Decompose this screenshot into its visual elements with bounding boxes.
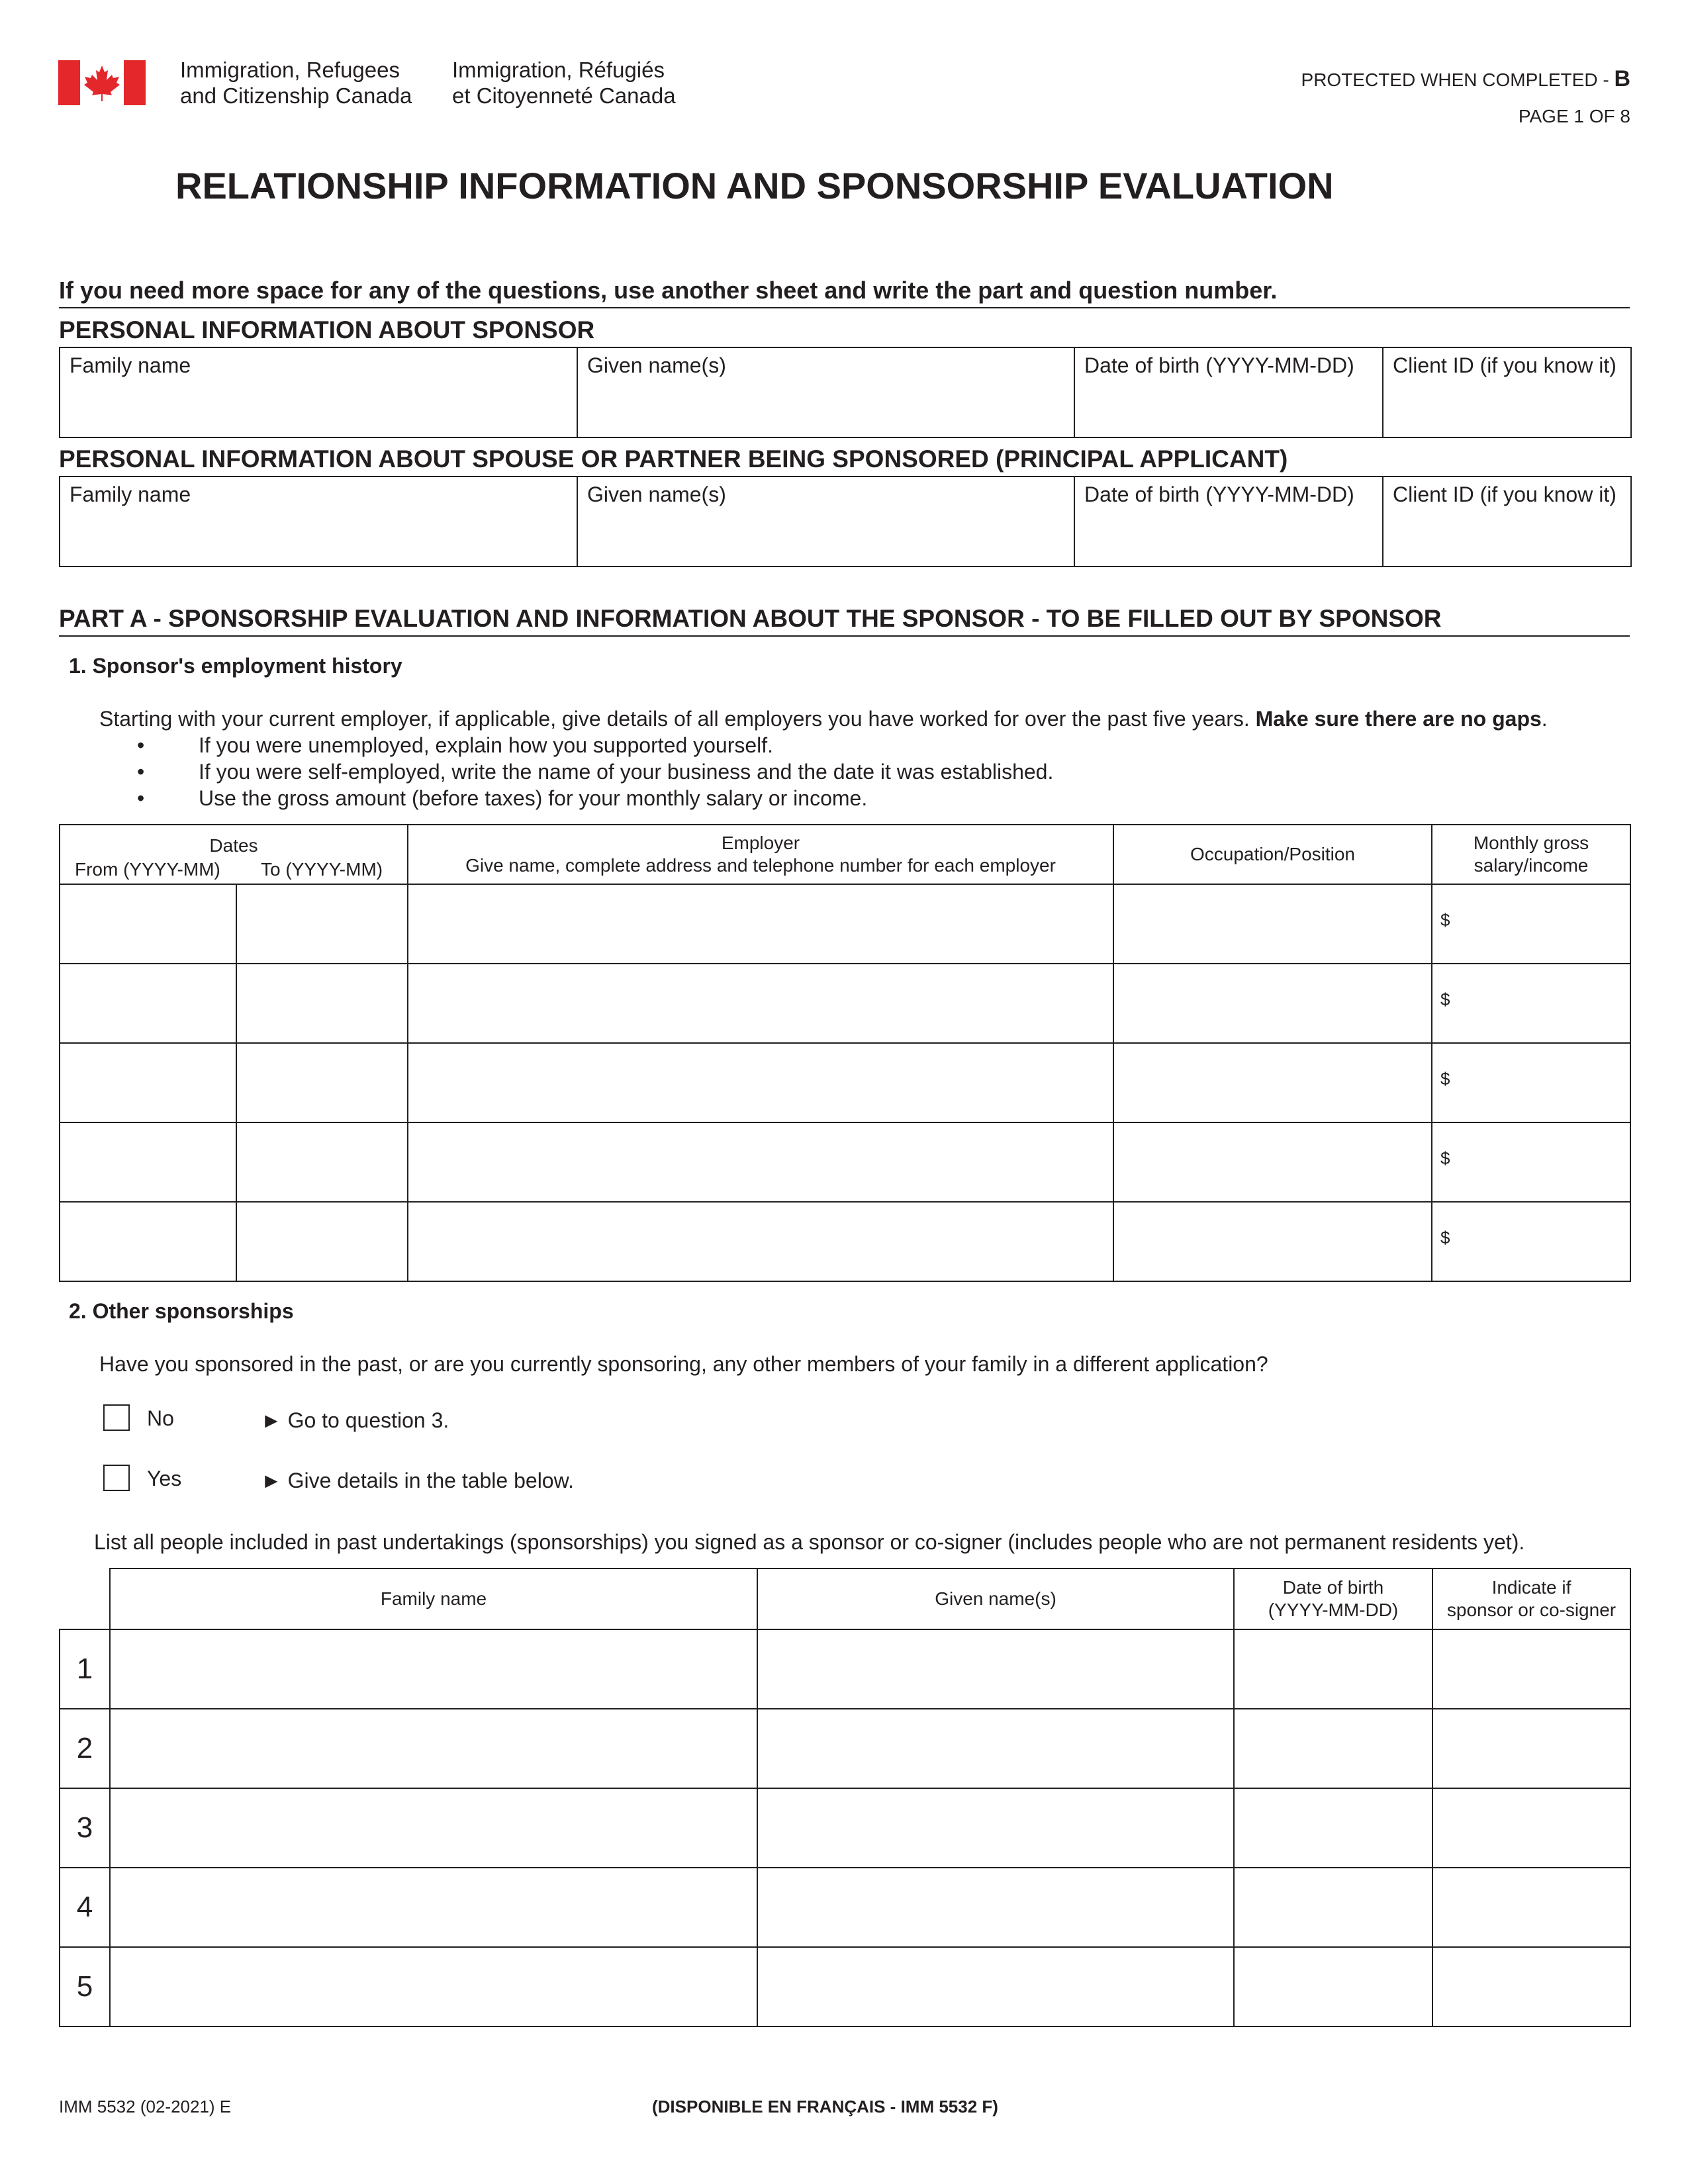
to-date-field[interactable] [236, 1043, 408, 1122]
sponsor-family-name-field[interactable] [60, 347, 577, 437]
employer-field[interactable] [408, 884, 1113, 964]
dob-field[interactable] [1234, 1947, 1432, 2026]
table-row [60, 1709, 1630, 1788]
from-date-field[interactable] [60, 964, 236, 1043]
sponsor-client-id-field[interactable] [1383, 347, 1631, 437]
divider [59, 635, 1630, 637]
given-names-field[interactable] [757, 1629, 1234, 1709]
occupation-field[interactable] [1113, 1202, 1432, 1281]
department-name-french: Immigration, Réfugiés et Citoyenneté Canada [452, 58, 676, 108]
bullet-item: If you were self-employed, write the name of your business and the date it was established. [199, 760, 1054, 784]
maple-leaf-icon [84, 66, 120, 101]
table-row [60, 1868, 1630, 1947]
employer-field[interactable] [408, 1202, 1113, 1281]
row-number: 5 [60, 1947, 110, 2026]
protected-designation: PROTECTED WHEN COMPLETED - B [1301, 66, 1630, 91]
employment-history-table [59, 824, 1631, 1282]
from-date-field[interactable] [60, 1122, 236, 1202]
sponsor-info-table [59, 347, 1632, 438]
field-label: Client ID (if you know it) [1393, 353, 1617, 377]
table-row [60, 1202, 1630, 1281]
no-instruction: ► Go to question 3. [261, 1408, 449, 1432]
dob-field[interactable] [1234, 1709, 1432, 1788]
given-names-header: Given name(s) [757, 1569, 1234, 1629]
field-label: Given name(s) [587, 353, 726, 377]
sponsor-or-cosigner-field[interactable] [1432, 1947, 1630, 2026]
to-date-field[interactable] [236, 1122, 408, 1202]
family-name-field[interactable] [110, 1947, 757, 2026]
form-title: RELATIONSHIP INFORMATION AND SPONSORSHIP EVALUATION [175, 165, 1334, 206]
dollar-sign: $ [1440, 1069, 1450, 1089]
table-row [60, 1122, 1630, 1202]
to-label: To (YYYY-MM) [261, 859, 383, 880]
table-row [60, 1947, 1630, 2026]
space-instructions: If you need more space for any of the questions, use another sheet and write the part and question number. [59, 277, 1278, 304]
department-name-english: Immigration, Refugees and Citizenship Canada [180, 58, 412, 108]
occupation-field[interactable] [1113, 964, 1432, 1043]
flag-right-band [124, 60, 146, 105]
canada-flag-logo [58, 60, 146, 105]
occupation-field[interactable] [1113, 1122, 1432, 1202]
to-date-field[interactable] [236, 1202, 408, 1281]
dollar-sign: $ [1440, 989, 1450, 1009]
family-name-field[interactable] [110, 1788, 757, 1868]
employer-field[interactable] [408, 1122, 1113, 1202]
given-names-field[interactable] [757, 1709, 1234, 1788]
occupation-field[interactable] [1113, 1043, 1432, 1122]
past-undertakings-instruction: List all people included in past undertakings (sponsorships) you signed as a sponsor or co-signer (includes people who are not permanent residents yet). [94, 1530, 1525, 1554]
applicant-info-heading: PERSONAL INFORMATION ABOUT SPOUSE OR PARTNER BEING SPONSORED (PRINCIPAL APPLICANT) [59, 445, 1288, 473]
applicant-family-name-field[interactable] [60, 477, 577, 567]
table-row [60, 1043, 1630, 1122]
flag-left-band [58, 60, 80, 105]
salary-field[interactable] [1432, 1202, 1630, 1281]
given-names-field[interactable] [757, 1947, 1234, 2026]
salary-header: Monthly gross salary/income [1432, 825, 1630, 884]
table-row [60, 964, 1630, 1043]
applicant-info-table [59, 476, 1632, 567]
family-name-field[interactable] [110, 1629, 757, 1709]
yes-checkbox[interactable] [103, 1465, 130, 1491]
family-name-field[interactable] [110, 1868, 757, 1947]
bullet-icon: • [137, 733, 145, 757]
dob-header: Date of birth (YYYY-MM-DD) [1234, 1569, 1432, 1629]
field-label: Date of birth (YYYY-MM-DD) [1084, 482, 1354, 506]
given-names-field[interactable] [757, 1868, 1234, 1947]
bullet-item: Use the gross amount (before taxes) for your monthly salary or income. [199, 786, 868, 810]
from-date-field[interactable] [60, 1202, 236, 1281]
employer-field[interactable] [408, 964, 1113, 1043]
field-label: Family name [70, 353, 191, 377]
sponsor-or-cosigner-header: Indicate if sponsor or co-signer [1432, 1569, 1630, 1629]
family-name-field[interactable] [110, 1709, 757, 1788]
dollar-sign: $ [1440, 910, 1450, 930]
yes-label: Yes [147, 1467, 182, 1490]
dates-header [60, 825, 408, 884]
field-label: Client ID (if you know it) [1393, 482, 1617, 506]
sponsor-info-heading: PERSONAL INFORMATION ABOUT SPONSOR [59, 316, 595, 343]
part-a-heading: PART A - SPONSORSHIP EVALUATION AND INFORMATION ABOUT THE SPONSOR - TO BE FILLED OUT BY SPONSOR [59, 605, 1442, 632]
past-undertakings-table [59, 1568, 1631, 2027]
given-names-field[interactable] [757, 1788, 1234, 1868]
field-label: Given name(s) [587, 482, 726, 506]
row-number: 3 [60, 1788, 110, 1868]
no-checkbox[interactable] [103, 1404, 130, 1431]
table-row [60, 1629, 1630, 1709]
question-1-title: 1. Sponsor's employment history [69, 654, 402, 678]
applicant-client-id-field[interactable] [1383, 477, 1631, 567]
row-number: 4 [60, 1868, 110, 1947]
table-row [60, 1788, 1630, 1868]
question-2-title: 2. Other sponsorships [69, 1299, 294, 1323]
dob-field[interactable] [1234, 1788, 1432, 1868]
dollar-sign: $ [1440, 1148, 1450, 1168]
form-code: IMM 5532 (02-2021) E [59, 2097, 232, 2116]
sponsor-given-names-field[interactable] [577, 347, 1074, 437]
divider [59, 307, 1630, 308]
no-label: No [147, 1406, 174, 1430]
bullet-icon: • [137, 786, 145, 810]
applicant-dob-field[interactable] [1074, 477, 1383, 567]
bullet-icon: • [137, 760, 145, 784]
employer-header: Employer Give name, complete address and telephone number for each employer [408, 825, 1113, 884]
occupation-header: Occupation/Position [1113, 825, 1432, 884]
table-row [60, 884, 1630, 964]
sponsor-dob-field[interactable] [1074, 347, 1383, 437]
family-name-header: Family name [110, 1569, 757, 1629]
employer-field[interactable] [408, 1043, 1113, 1122]
from-date-field[interactable] [60, 1043, 236, 1122]
field-label: Family name [70, 482, 191, 506]
to-date-field[interactable] [236, 884, 408, 964]
french-availability-note: (DISPONIBLE EN FRANÇAIS - IMM 5532 F) [652, 2097, 998, 2116]
occupation-field[interactable] [1113, 884, 1432, 964]
dob-field[interactable] [1234, 1868, 1432, 1947]
to-date-field[interactable] [236, 964, 408, 1043]
dob-field[interactable] [1234, 1629, 1432, 1709]
salary-field[interactable] [1432, 1122, 1630, 1202]
salary-field[interactable] [1432, 964, 1630, 1043]
yes-instruction: ► Give details in the table below. [261, 1469, 574, 1492]
salary-field[interactable] [1432, 884, 1630, 964]
from-label: From (YYYY-MM) [75, 859, 220, 880]
salary-field[interactable] [1432, 1043, 1630, 1122]
dates-label: Dates [209, 835, 258, 856]
other-sponsorships-question: Have you sponsored in the past, or are you currently sponsoring, any other members of your family in a different application? [99, 1352, 1268, 1376]
sponsor-or-cosigner-field[interactable] [1432, 1788, 1630, 1868]
applicant-given-names-field[interactable] [577, 477, 1074, 567]
bullet-item: If you were unemployed, explain how you supported yourself. [199, 733, 774, 757]
page-indicator: PAGE 1 OF 8 [1518, 106, 1630, 126]
row-number: 2 [60, 1709, 110, 1788]
field-label: Date of birth (YYYY-MM-DD) [1084, 353, 1354, 377]
employment-intro: Starting with your current employer, if applicable, give details of all employers you have worked for over the past five years. Make sure there are no gaps. [99, 707, 1548, 731]
dollar-sign: $ [1440, 1228, 1450, 1248]
sponsor-or-cosigner-field[interactable] [1432, 1868, 1630, 1947]
sponsor-or-cosigner-field[interactable] [1432, 1629, 1630, 1709]
from-date-field[interactable] [60, 884, 236, 964]
row-number: 1 [60, 1629, 110, 1709]
row-number-header [60, 1569, 110, 1629]
sponsor-or-cosigner-field[interactable] [1432, 1709, 1630, 1788]
